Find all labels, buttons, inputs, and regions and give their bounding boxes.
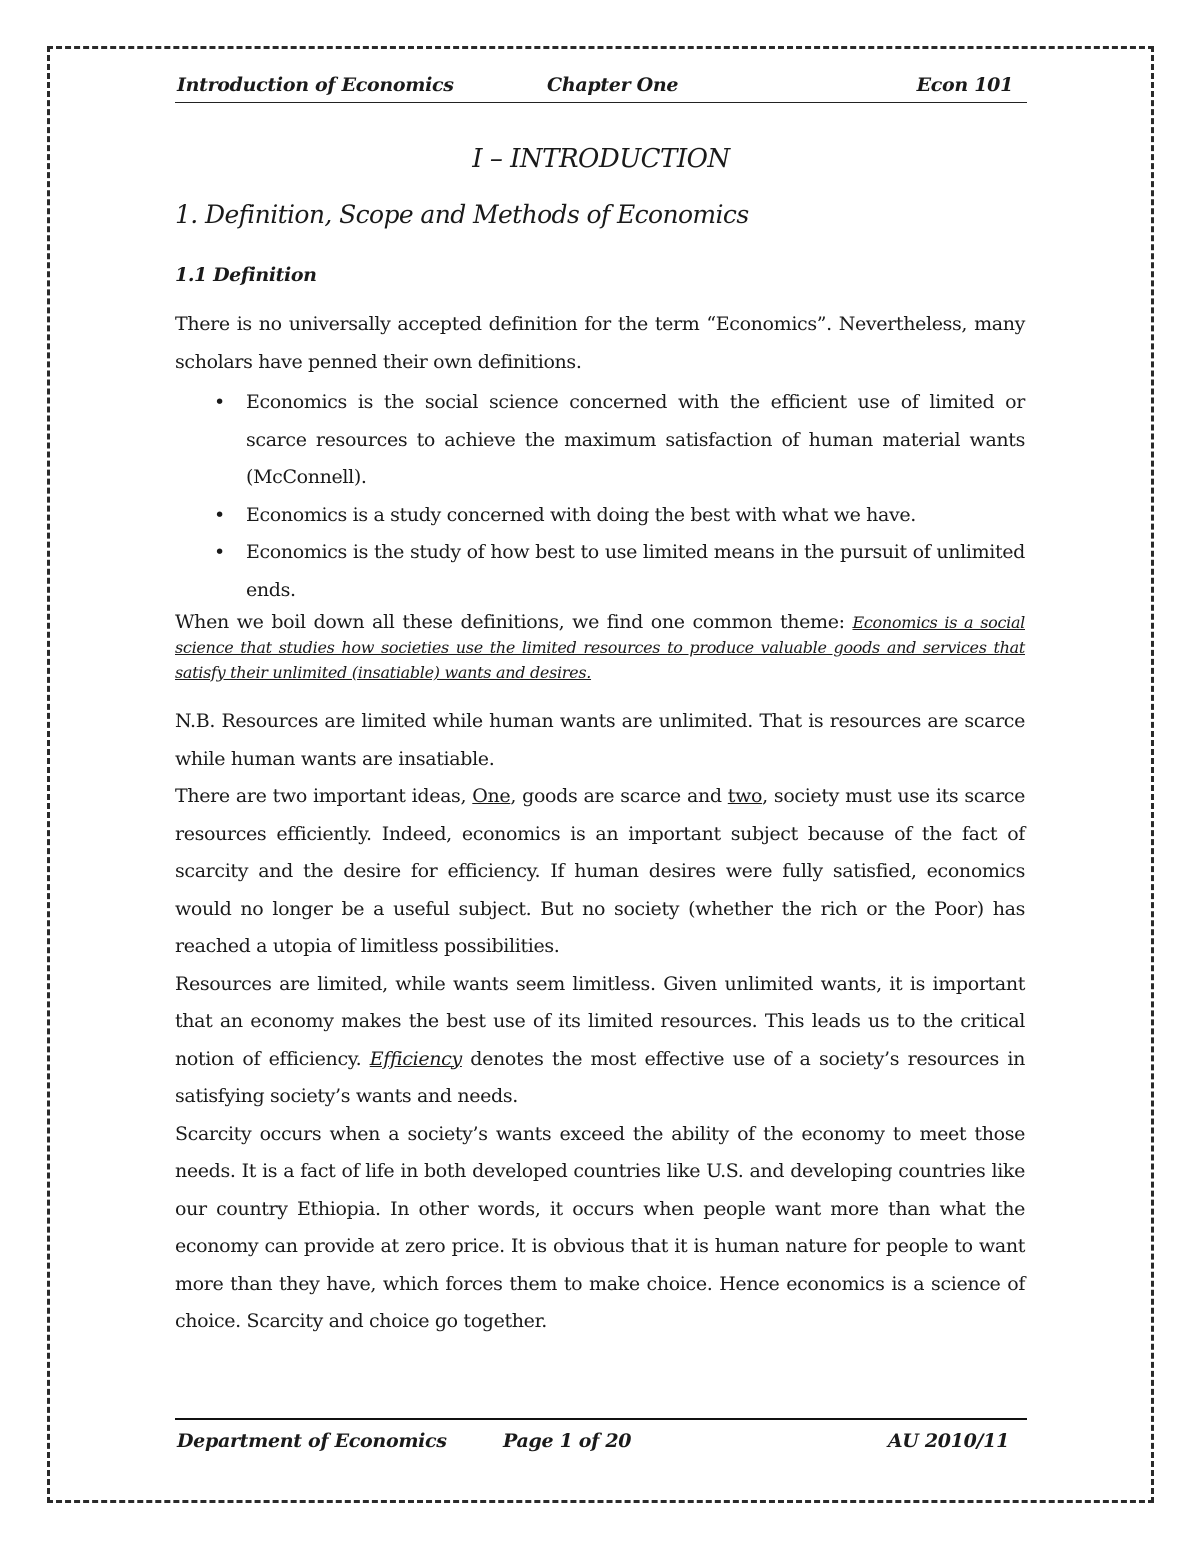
list-item bbox=[214, 384, 1025, 497]
page-header bbox=[175, 72, 1027, 103]
scarcity-paragraph: Scarcity occurs when a society’s wants exceed the ability of the economy to meet those needs. It is a fact of life in both developed countries like U.S. and developing countries like our country Ethiopia. In other words, it occurs when people want more than what the economy can provide at zero price. It is obvious that it is human nature for people to want more than they have, which forces them to make choice. Hence economics is a science of choice. Scarcity and choice go together. bbox=[175, 1122, 1025, 1332]
section-heading: 1. Definition, Scope and Methods of Economics bbox=[175, 200, 749, 229]
header-course-title: Introduction of Economics bbox=[177, 74, 454, 96]
list-item-text: Economics is a study concerned with doing the best with what we have. bbox=[246, 503, 917, 526]
theme-lead: When we boil down all these definitions, we find one common theme: bbox=[175, 611, 853, 633]
ideas-text-1: There are two important ideas, bbox=[175, 785, 473, 807]
ideas-text-3: , society must use its scarce resources efficiently. Indeed, economics is an important subject because of the fact of scarcity and the desire for efficiency. If human desires were fully satisfied, economics would no longer be a useful subject. But no society (whether the rich or the Poor) has reached a utopia of limitless possibilities. bbox=[175, 785, 1025, 957]
footer-page-number: Page 1 of 20 bbox=[503, 1430, 632, 1452]
body-text bbox=[175, 306, 1025, 1341]
intro-paragraph: There is no universally accepted definition for the term “Economics”. Nevertheless, many scholars have penned their own definitions. bbox=[175, 313, 1025, 373]
efficiency-text-1: Resources are limited, while wants seem limitless. Given unlimited wants, it is important that an economy makes the best use of its limited resources. This leads us to the critical notion of efficiency. bbox=[175, 972, 1025, 1070]
efficiency-term: Efficiency bbox=[369, 1047, 462, 1070]
nb-label: N.B. bbox=[175, 710, 216, 732]
efficiency-text-2: denotes the most effective use of a society’s resources in satisfying society’s wants and needs. bbox=[175, 1047, 1025, 1107]
ideas-paragraph bbox=[175, 778, 1025, 966]
definition-list bbox=[175, 384, 1025, 609]
list-item bbox=[214, 497, 1025, 535]
footer-academic-year: AU 2010/11 bbox=[887, 1430, 1009, 1452]
efficiency-paragraph bbox=[175, 966, 1025, 1116]
theme-summary: Economics is a social science that studies how societies use the limited resources to produce valuable goods and services that satisfy their unlimited (insatiable) wants and desires. bbox=[175, 613, 1025, 682]
header-chapter: Chapter One bbox=[547, 74, 679, 96]
list-item bbox=[214, 534, 1025, 609]
idea-two: two bbox=[727, 785, 763, 807]
page-footer bbox=[175, 1418, 1027, 1452]
subsection-heading: 1.1 Definition bbox=[175, 264, 317, 286]
bullet-icon: • bbox=[214, 391, 225, 413]
list-item-text: Economics is the study of how best to use limited means in the pursuit of unlimited ends. bbox=[246, 541, 1025, 601]
list-item-text: Economics is the social science concerned with the efficient use of limited or scarce resources to achieve the maximum satisfaction of human material wants (McConnell). bbox=[246, 391, 1025, 488]
theme-paragraph bbox=[175, 610, 1025, 685]
bullet-icon: • bbox=[214, 541, 225, 563]
ideas-text-2: , goods are scarce and bbox=[510, 785, 728, 807]
nb-text: Resources are limited while human wants are unlimited. That is resources are scarce while human wants are insatiable. bbox=[175, 710, 1025, 770]
nb-paragraph bbox=[175, 703, 1025, 778]
idea-one: One bbox=[472, 785, 511, 807]
chapter-title: I – INTRODUCTION bbox=[472, 144, 730, 174]
bullet-icon: • bbox=[214, 503, 225, 526]
footer-department: Department of Economics bbox=[177, 1430, 447, 1452]
header-course-code: Econ 101 bbox=[916, 74, 1013, 96]
